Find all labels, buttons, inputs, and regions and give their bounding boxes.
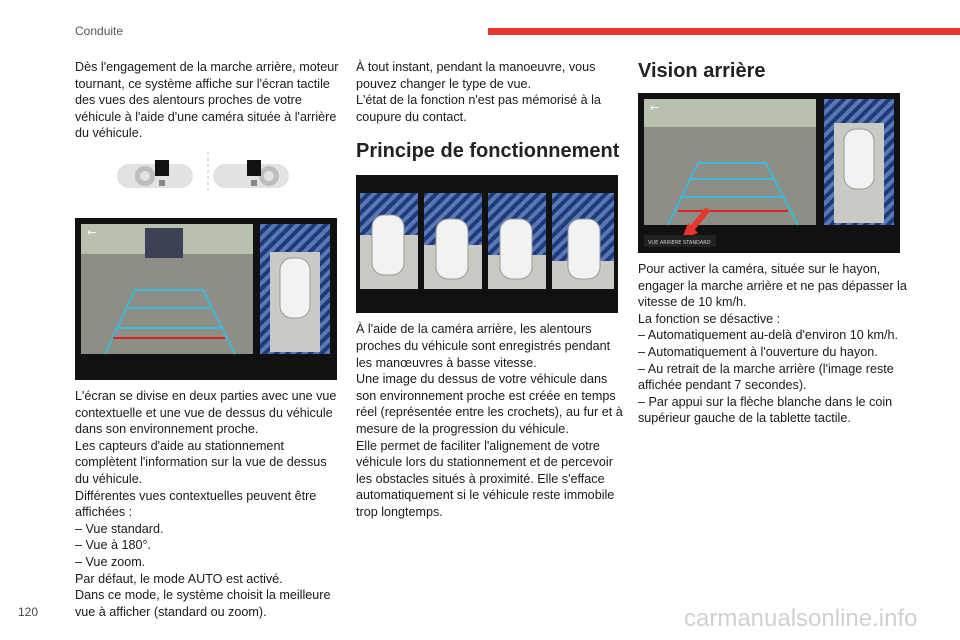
body-line: À tout instant, pendant la manoeuvre, vous pouvez changer le type de vue. — [356, 60, 596, 91]
section-heading: Principe de fonctionnement — [356, 140, 620, 163]
split-screen-camera-image — [75, 218, 337, 380]
column-3 — [638, 59, 908, 427]
rear-view-camera-image — [638, 93, 900, 253]
list-item: – Automatiquement à l'ouverture du hayon. — [638, 344, 878, 359]
body-line: La fonction se désactive : — [638, 311, 781, 326]
list-item: – Automatiquement au-delà d'environ 10 km/h. — [638, 328, 899, 343]
watermark: carmanualsonline.info — [684, 605, 918, 632]
body-line: Dans ce mode, le système choisit la meilleure vue à afficher (standard ou zoom). — [75, 588, 331, 619]
body-line: À l'aide de la caméra arrière, les alentours proches du véhicule sont enregistrés pendant les manœuvres à basse vitesse. — [356, 322, 611, 370]
header-accent-bar — [488, 28, 960, 35]
svg-text:←: ← — [650, 101, 660, 114]
list-item: – Vue à 180°. — [75, 538, 151, 553]
body-line: Pour activer la caméra, située sur le hayon, engager la marche arrière et ne pas dépasser la vitesse de 10 km/h. — [638, 262, 907, 310]
screen-label: VUE ARRIERE STANDARD — [648, 240, 711, 246]
section-title: Conduite — [75, 24, 124, 38]
body-line: Les capteurs d'aide au stationnement complètent l'information sur la vue de dessus du véhicule. — [75, 438, 327, 486]
column-2 — [356, 59, 624, 521]
page-number: 120 — [18, 605, 39, 619]
column-1 — [75, 59, 343, 620]
body-line: L'écran se divise en deux parties avec une vue contextuelle et une vue de dessus du véhicule dans son environnement proche. — [75, 388, 337, 437]
body-line: Par défaut, le mode AUTO est activé. — [75, 571, 283, 586]
body-line: L'état de la fonction n'est pas mémorisé à la coupure du contact. — [356, 93, 601, 124]
list-item: – Vue zoom. — [75, 554, 146, 569]
operating-principle-image — [356, 175, 618, 313]
steering-controls-illustration — [75, 152, 343, 204]
list-item: – Vue standard. — [75, 521, 164, 536]
list-item: – Au retrait de la marche arrière (l'image reste affichée pendant 7 secondes). — [638, 361, 894, 393]
body-line: Elle permet de faciliter l'alignement de votre véhicule lors du stationnement et de percevoir les obstacles situés à proximité. Elle s'efface automatiquement si le véhicule reste immobile trop longtemps. — [356, 438, 615, 519]
body-line: Différentes vues contextuelles peuvent être affichées : — [75, 488, 317, 520]
list-item: – Par appui sur la flèche blanche dans le coin supérieur gauche de la tablette tactile. — [638, 394, 893, 426]
body-line: Une image du dessus de votre véhicule dans son environnement proche est créée en temps réel (représentée entre les crochets), au fur et à mesure de la progression du véhicule. — [356, 372, 623, 436]
section-heading: Vision arrière — [638, 60, 766, 82]
intro-paragraph: Dès l'engagement de la marche arrière, moteur tournant, ce système affiche sur l'écran tactile des vues des alentours proches de votre véhicule à l'aide d'une caméra située à l'arrière du véhicule. — [75, 60, 339, 141]
svg-text:←: ← — [87, 225, 97, 239]
